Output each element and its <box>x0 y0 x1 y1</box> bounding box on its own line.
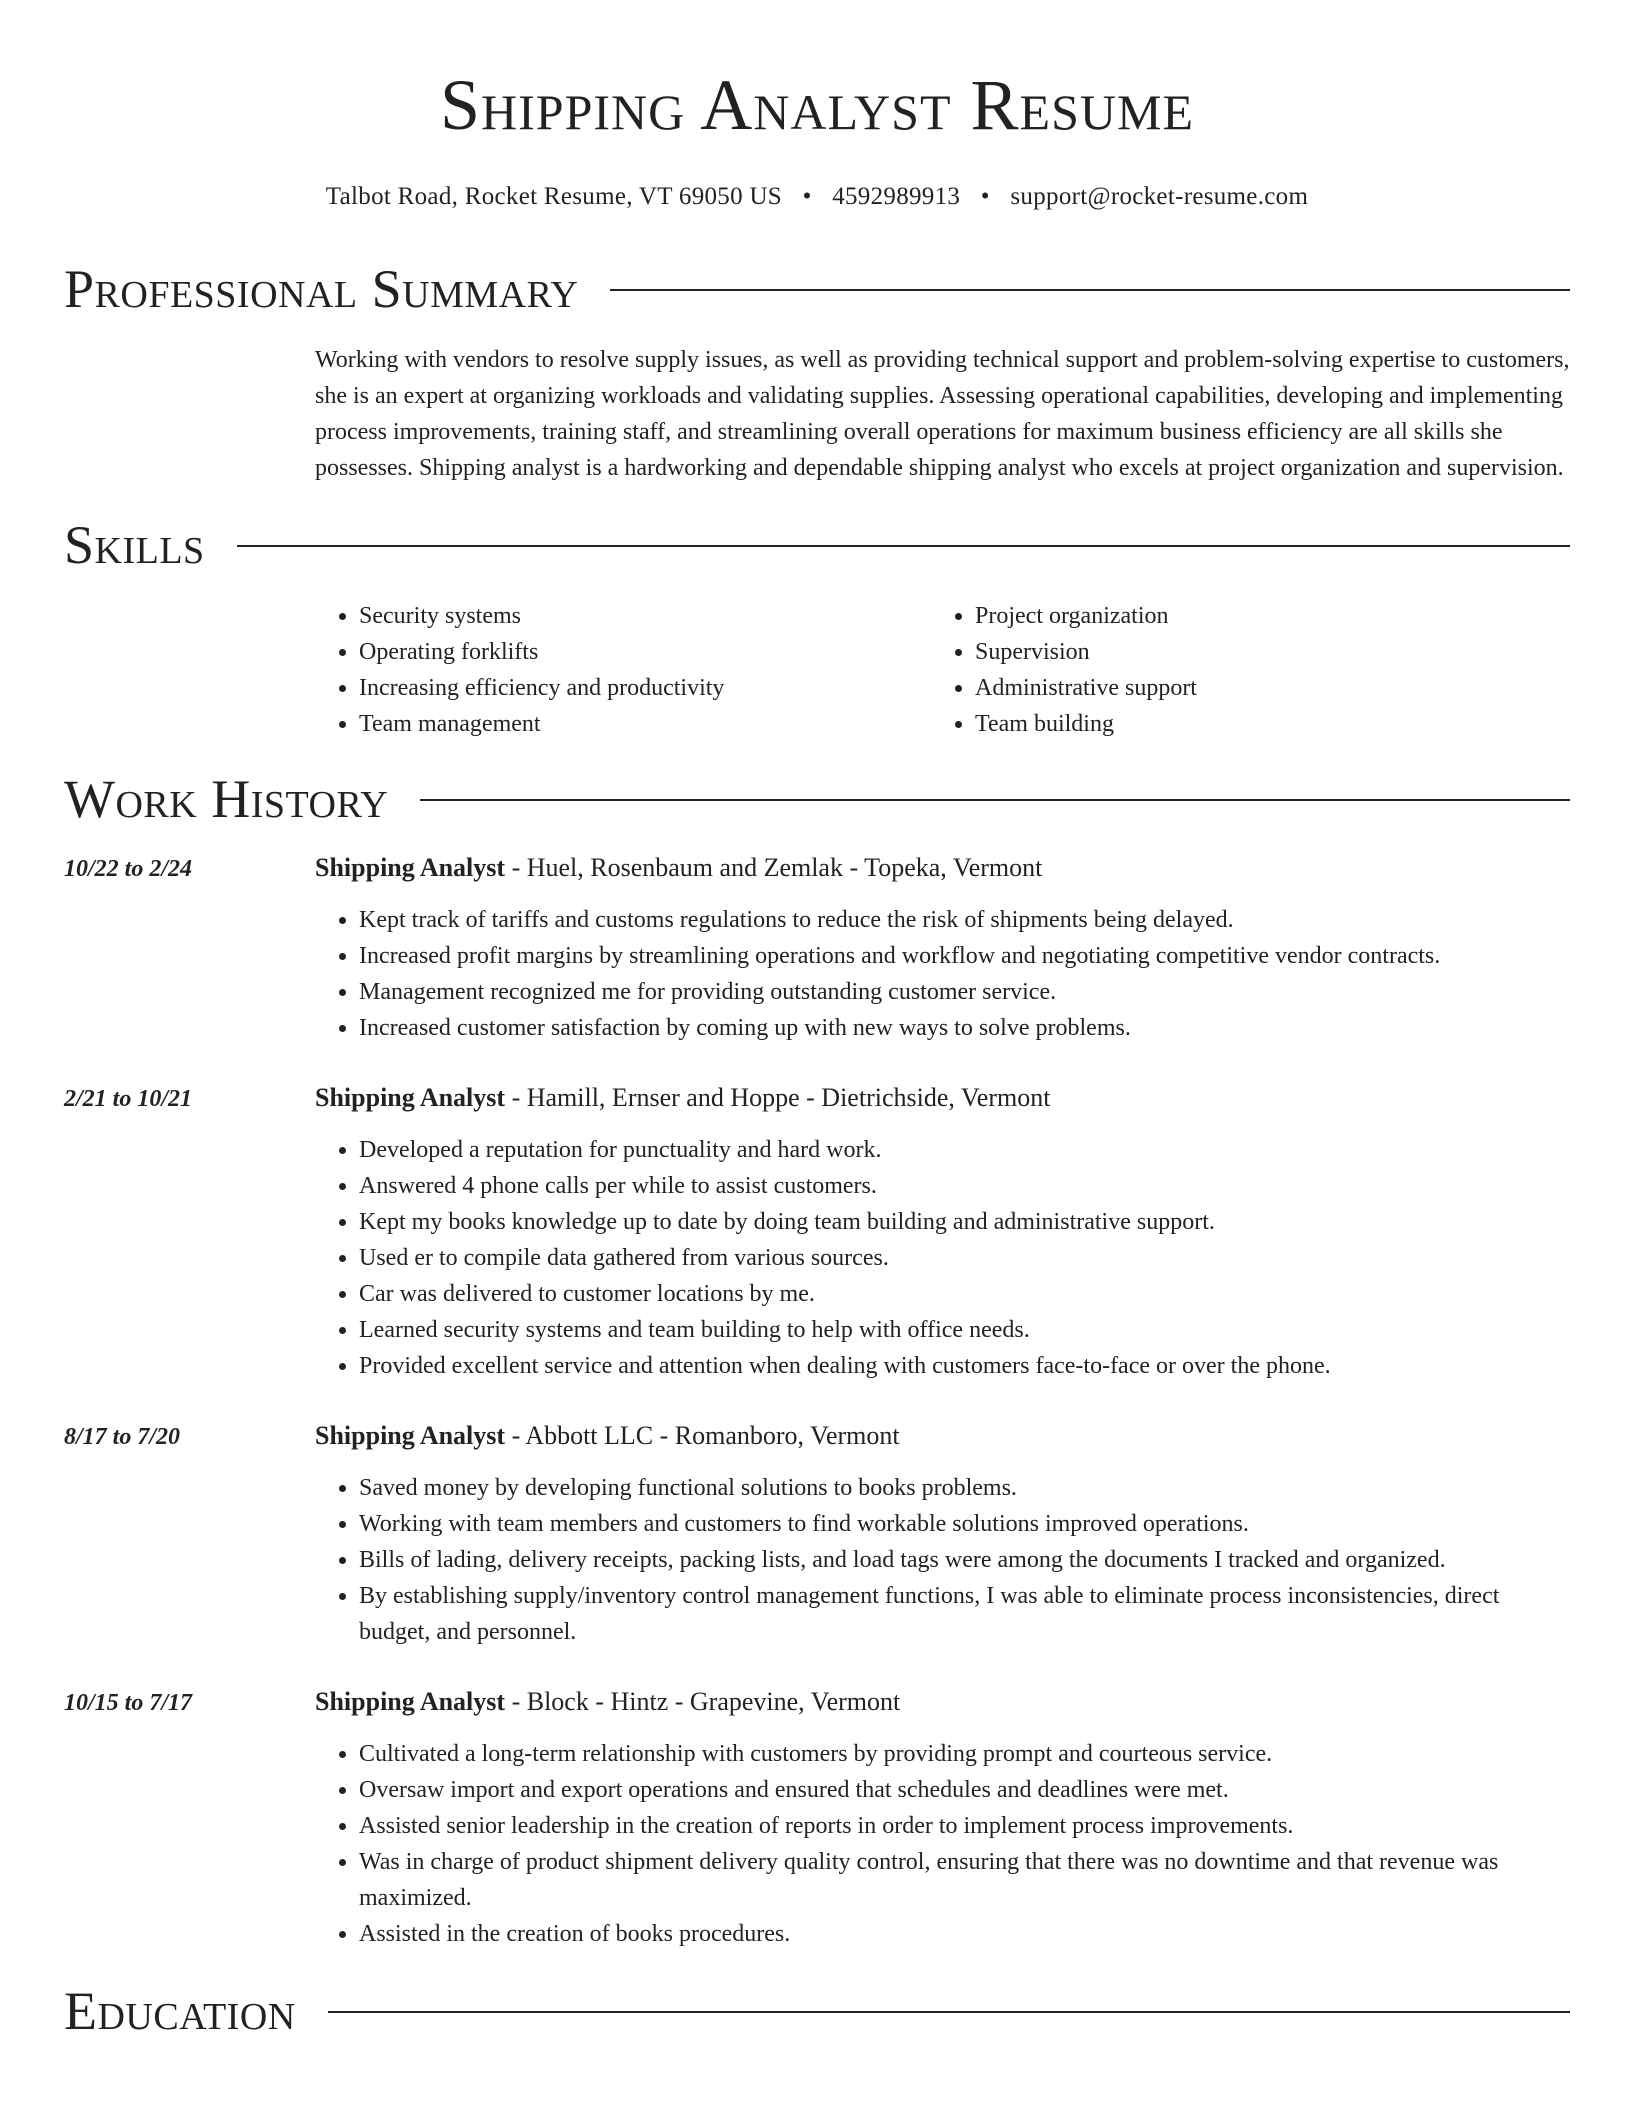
job-dates: 10/22 to 2/24 <box>64 856 193 882</box>
section-header-education <box>64 1980 1570 2042</box>
section-divider <box>610 289 1570 291</box>
job-entry <box>64 1418 1570 1650</box>
job-bullet: • Management recognized me for providing outstanding customer service. <box>359 974 1570 1010</box>
skill-item: • Administrative support <box>975 670 1545 706</box>
contact-address: Talbot Road, Rocket Resume, VT 69050 US <box>325 183 783 210</box>
section-header-work-history <box>64 768 1570 830</box>
section-divider <box>420 799 1570 801</box>
section-header-summary <box>64 258 1570 320</box>
skills-list <box>315 598 1570 742</box>
job-employer: - Block - Hintz - Grapevine, Vermont <box>505 1687 901 1716</box>
job-bullet: • Increased profit margins by streamlining operations and workflow and negotiating competitive vendor contracts. <box>359 938 1570 974</box>
job-title: Shipping Analyst <box>315 1687 506 1716</box>
job-header <box>315 1080 1570 1116</box>
job-bullets <box>315 1470 1570 1650</box>
job-bullets <box>315 902 1570 1046</box>
job-bullet: • Saved money by developing functional solutions to books problems. <box>359 1470 1570 1506</box>
summary-text: Working with vendors to resolve supply issues, as well as providing technical support and problem-solving expertise to customers, she is an expert at organizing workloads and validating supplies. Assessing operational capabilities, developing and implementing process improvements, training staff, and streamlining overall operations for maximum business efficiency are all skills she possesses. Shipping analyst is a hardworking and dependable shipping analyst who excels at project organization and supervision. <box>315 347 1570 481</box>
skill-item: • Security systems <box>359 598 929 634</box>
job-body <box>315 850 1570 1046</box>
job-bullet: • Increased customer satisfaction by coming up with new ways to solve problems. <box>359 1010 1570 1046</box>
job-bullet: • Oversaw import and export operations and ensured that schedules and deadlines were met. <box>359 1772 1570 1808</box>
summary-heading: Professional Summary <box>64 259 579 319</box>
contact-phone: 4592989913 <box>832 183 961 210</box>
skills-column-right <box>929 598 1545 742</box>
skills-column-left <box>315 598 929 742</box>
job-title: Shipping Analyst <box>315 1083 506 1112</box>
section-header-skills <box>64 514 1570 576</box>
job-employer: - Hamill, Ernser and Hoppe - Dietrichside, Vermont <box>505 1083 1051 1112</box>
job-header <box>315 1418 1570 1454</box>
job-bullet: • Car was delivered to customer locations by me. <box>359 1276 1570 1312</box>
job-bullet: • Provided excellent service and attention when dealing with customers face-to-face or over the phone. <box>359 1348 1570 1384</box>
job-entry <box>64 850 1570 1046</box>
contact-line <box>64 182 1570 212</box>
work-history-list <box>64 850 1570 1952</box>
skill-item: • Project organization <box>975 598 1545 634</box>
job-entry <box>64 1684 1570 1952</box>
section-divider <box>237 545 1570 547</box>
education-heading: Education <box>64 1981 296 2041</box>
job-body <box>315 1684 1570 1952</box>
job-bullet: • Bills of lading, delivery receipts, packing lists, and load tags were among the documents I tracked and organized. <box>359 1542 1570 1578</box>
job-body <box>315 1418 1570 1650</box>
job-dates: 2/21 to 10/21 <box>64 1086 193 1112</box>
job-bullet: • Kept track of tariffs and customs regulations to reduce the risk of shipments being delayed. <box>359 902 1570 938</box>
contact-separator: • <box>802 183 812 210</box>
job-bullet: • By establishing supply/inventory control management functions, I was able to eliminate process inconsistencies, direct budget, and personnel. <box>359 1578 1570 1650</box>
section-divider <box>328 2011 1570 2013</box>
job-bullet: • Cultivated a long-term relationship with customers by providing prompt and courteous service. <box>359 1736 1570 1772</box>
work-history-heading: Work History <box>64 769 389 829</box>
job-employer: - Huel, Rosenbaum and Zemlak - Topeka, Vermont <box>505 853 1043 882</box>
job-header <box>315 850 1570 886</box>
job-body <box>315 1080 1570 1384</box>
job-bullets <box>315 1132 1570 1384</box>
job-dates: 8/17 to 7/20 <box>64 1424 181 1450</box>
job-employer: - Abbott LLC - Romanboro, Vermont <box>505 1421 900 1450</box>
job-bullet: • Assisted in the creation of books procedures. <box>359 1916 1570 1952</box>
job-bullet: • Used er to compile data gathered from various sources. <box>359 1240 1570 1276</box>
resume-title: Shipping Analyst Resume <box>439 65 1194 145</box>
skill-item: • Team building <box>975 706 1545 742</box>
job-bullet: • Learned security systems and team building to help with office needs. <box>359 1312 1570 1348</box>
job-bullet: • Assisted senior leadership in the creation of reports in order to implement process improvements. <box>359 1808 1570 1844</box>
job-header <box>315 1684 1570 1720</box>
contact-separator: • <box>980 183 990 210</box>
job-entry <box>64 1080 1570 1384</box>
job-bullet: • Was in charge of product shipment delivery quality control, ensuring that there was no downtime and that revenue was maximized. <box>359 1844 1570 1916</box>
skill-item: • Operating forklifts <box>359 634 929 670</box>
skills-heading: Skills <box>64 515 205 575</box>
skill-item: • Supervision <box>975 634 1545 670</box>
job-dates: 10/15 to 7/17 <box>64 1690 193 1716</box>
job-title: Shipping Analyst <box>315 853 506 882</box>
job-bullet: • Answered 4 phone calls per while to assist customers. <box>359 1168 1570 1204</box>
contact-email: support@rocket-resume.com <box>1010 183 1309 210</box>
skill-item: • Team management <box>359 706 929 742</box>
job-bullets <box>315 1736 1570 1952</box>
resume-page <box>64 0 1570 2042</box>
job-title: Shipping Analyst <box>315 1421 506 1450</box>
skill-item: • Increasing efficiency and productivity <box>359 670 929 706</box>
job-bullet: • Developed a reputation for punctuality and hard work. <box>359 1132 1570 1168</box>
job-bullet: • Working with team members and customers to find workable solutions improved operations. <box>359 1506 1570 1542</box>
job-bullet: • Kept my books knowledge up to date by doing team building and administrative support. <box>359 1204 1570 1240</box>
